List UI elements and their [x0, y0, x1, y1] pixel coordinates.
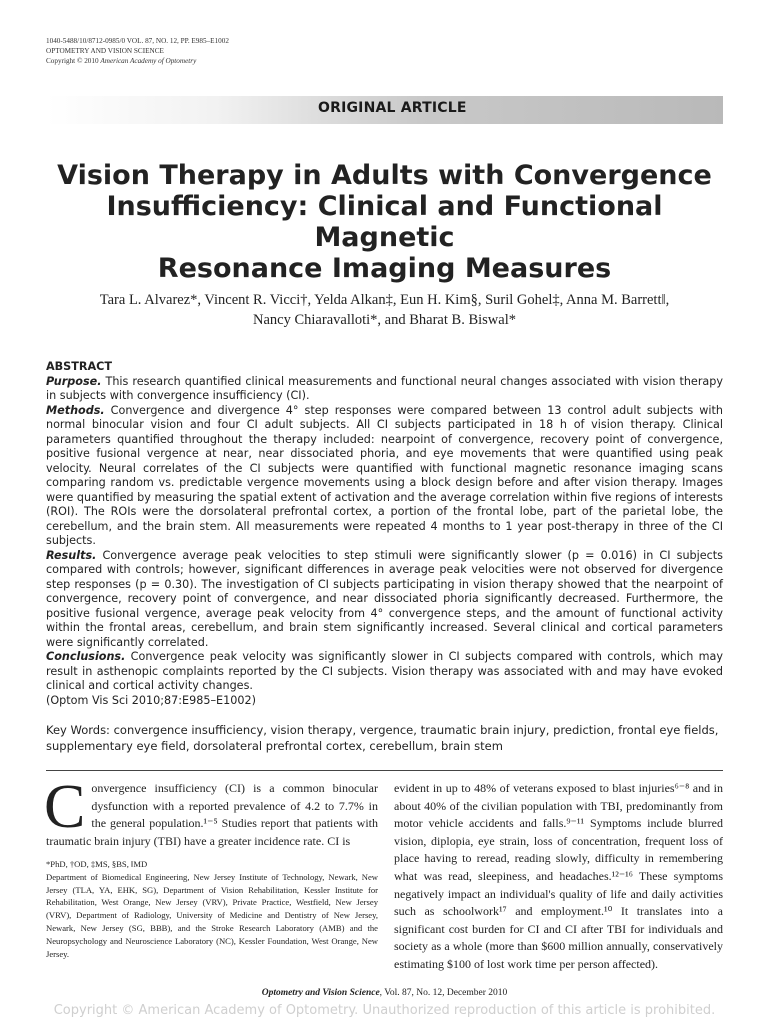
methods-text: Convergence and divergence 4° step responses were compared between 13 control adult subjects with normal binocular vision and four CI adult subjects. All CI subjects participated in 18 h of vision therapy. Clinical parameters quantified throughout the therapy included: nearpoint of convergence, recovery point of convergence, positive fusional vergence at near, near dissociated phoria, and eye movements that were quantified using peak velocity. Neural correlates of the CI subjects were quantified with functional magnetic resonance imaging scans comparing random vs. predictable vergence movements using a block design before and after vision therapy. Images were quantified by measuring the spatial extent of activation and the average correlation within five regions of interests (ROI). The ROIs were the dorsolateral prefrontal cortex, a portion of the frontal lobe, part of the parietal lobe, the cerebellum, and the brain stem. All measurements were repeated 4 months to 1 year post-therapy in three of the CI subjects. — [46, 403, 724, 547]
conclusions-text: Convergence peak velocity was significantly slower in CI subjects compared with controls, which may result in asthenopic complaints reported by the CI subjects. Vision therapy was associated with and may have evoked clinical and cortical activity changes. — [46, 650, 723, 692]
copyright-prefix: Copyright © 2010 — [46, 57, 101, 65]
author-list — [46, 290, 723, 330]
drop-cap: C — [44, 773, 86, 841]
conclusions-label: Conclusions. — [46, 650, 126, 663]
journal-name-line: OPTOMETRY AND VISION SCIENCE — [46, 47, 164, 55]
copyright-watermark: Copyright © American Academy of Optometry. Unauthorized reproduction of this article is prohibited. — [53, 1003, 716, 1018]
article-title — [46, 160, 723, 284]
purpose-label: Purpose. — [46, 374, 102, 388]
intro-paragraph: onvergence insufficiency (CI) is a common binocular dysfunction with a reported prevalence of 4.2 to 7.7% in the general population.¹⁻⁵ Studies report that patients with traumatic brain injury (TBI) have a greater incidence rate. CI is — [46, 781, 378, 848]
abstract-citation: (Optom Vis Sci 2010;87:E985–E1002) — [46, 693, 256, 707]
footer-journal: Optometry and Vision Science — [261, 988, 380, 998]
author-degrees: *PhD, †OD, ‡MS, §BS, ‖MD — [46, 859, 148, 869]
title-line-1: Vision Therapy in Adults with Convergence — [57, 160, 712, 191]
copyright-holder: American Academy of Optometry — [100, 57, 197, 65]
title-line-3: Resonance Imaging Measures — [157, 253, 612, 284]
authors-line-1: Tara L. Alvarez*, Vincent R. Vicci†, Yelda Alkan‡, Eun H. Kim§, Suril Gohel‡, Anna M. Barrett‖, — [99, 292, 670, 308]
body-column-right — [394, 780, 723, 974]
body-column-left — [44, 773, 378, 850]
section-divider — [46, 770, 723, 771]
abstract-methods — [46, 404, 723, 549]
issn-line: 1040-5488/10/8712-0985/0 VOL. 87, NO. 12, PP. E985–E1002 — [46, 37, 229, 45]
purpose-text: This research quantified clinical measurements and functional neural changes associated with vision therapy in subjects with convergence insufficiency (CI). — [46, 374, 723, 402]
article-type-label: ORIGINAL ARTICLE — [318, 100, 467, 116]
keywords: Key Words: convergence insufficiency, vision therapy, vergence, traumatic brain injury, prediction, frontal eye fields, supplementary eye field, dorsolateral prefrontal cortex, cerebellum, brain stem — [46, 723, 719, 753]
results-label: Results. — [46, 548, 97, 562]
copyright-line — [46, 56, 229, 66]
article-type-banner — [46, 96, 723, 124]
author-footnotes — [46, 858, 378, 960]
abstract-heading: ABSTRACT — [46, 360, 112, 373]
methods-label: Methods. — [46, 403, 105, 417]
abstract-conclusions — [46, 650, 723, 694]
author-affiliations: Department of Biomedical Engineering, New Jersey Institute of Technology, Newark, New Jersey (TLA, YA, EHK, SG), Department of Vision Rehabilitation, Kessler Institute for Rehabilitation, West Orange, New Jersey (VRV), Private Practice, Westfield, New Jersey (VRV), Department of Radiology, University of Medicine and Dentistry of New Jersey, Newark, New Jersey (SG, BBB), and the Stroke Research Laboratory (AMB) and the Neuropsychology and Neuroscience Laboratory (NC), Kessler Foundation, West Orange, New Jersey. — [46, 871, 378, 959]
results-text: Convergence average peak velocities to step stimuli were significantly slower (p = 0.016) in CI subjects compared with controls; however, significant differences in average peak velocities were not observed for divergence step responses (p = 0.30). The investigation of CI subjects participating in vision therapy showed that the nearpoint of convergence, recovery point of convergence, and near dissociated phoria significantly decreased. Furthermore, the positive fusional vergence, average peak velocity from 4° convergence steps, and the amount of functional activity within the frontal areas, cerebellum, and brain stem significantly increased. Several clinical and cortical parameters were significantly correlated. — [46, 548, 724, 649]
page-footer — [46, 988, 723, 998]
footer-issue: , Vol. 87, No. 12, December 2010 — [379, 988, 508, 998]
title-line-2: Insufficiency: Clinical and Functional Magnetic — [106, 191, 663, 253]
abstract-purpose — [46, 375, 723, 404]
abstract-results — [46, 549, 723, 651]
journal-metadata — [46, 36, 229, 66]
authors-line-2: Nancy Chiaravalloti*, and Bharat B. Biswal* — [253, 312, 516, 328]
abstract — [46, 360, 723, 708]
body-paragraph: evident in up to 48% of veterans exposed to blast injuries⁶⁻⁸ and in about 40% of the civilian population with TBI, predominantly from motor vehicle accidents and falls.⁹⁻¹¹ Symptoms include blurred vision, diplopia, eye strain, loss of concentration, frequent loss of place having to reread, reading slowly, difficulty in remembering what was read, sleepiness, and headaches.¹²⁻¹⁶ These symptoms negatively impact an individual's quality of life and daily activities such as schoolwork¹⁷ and employment.¹⁰ It translates into a significant cost burden for CI and CI after TBI for individuals and society as a whole (more than $600 million annually, conservatively estimating $100 of lost work time per person affected). — [394, 781, 723, 971]
